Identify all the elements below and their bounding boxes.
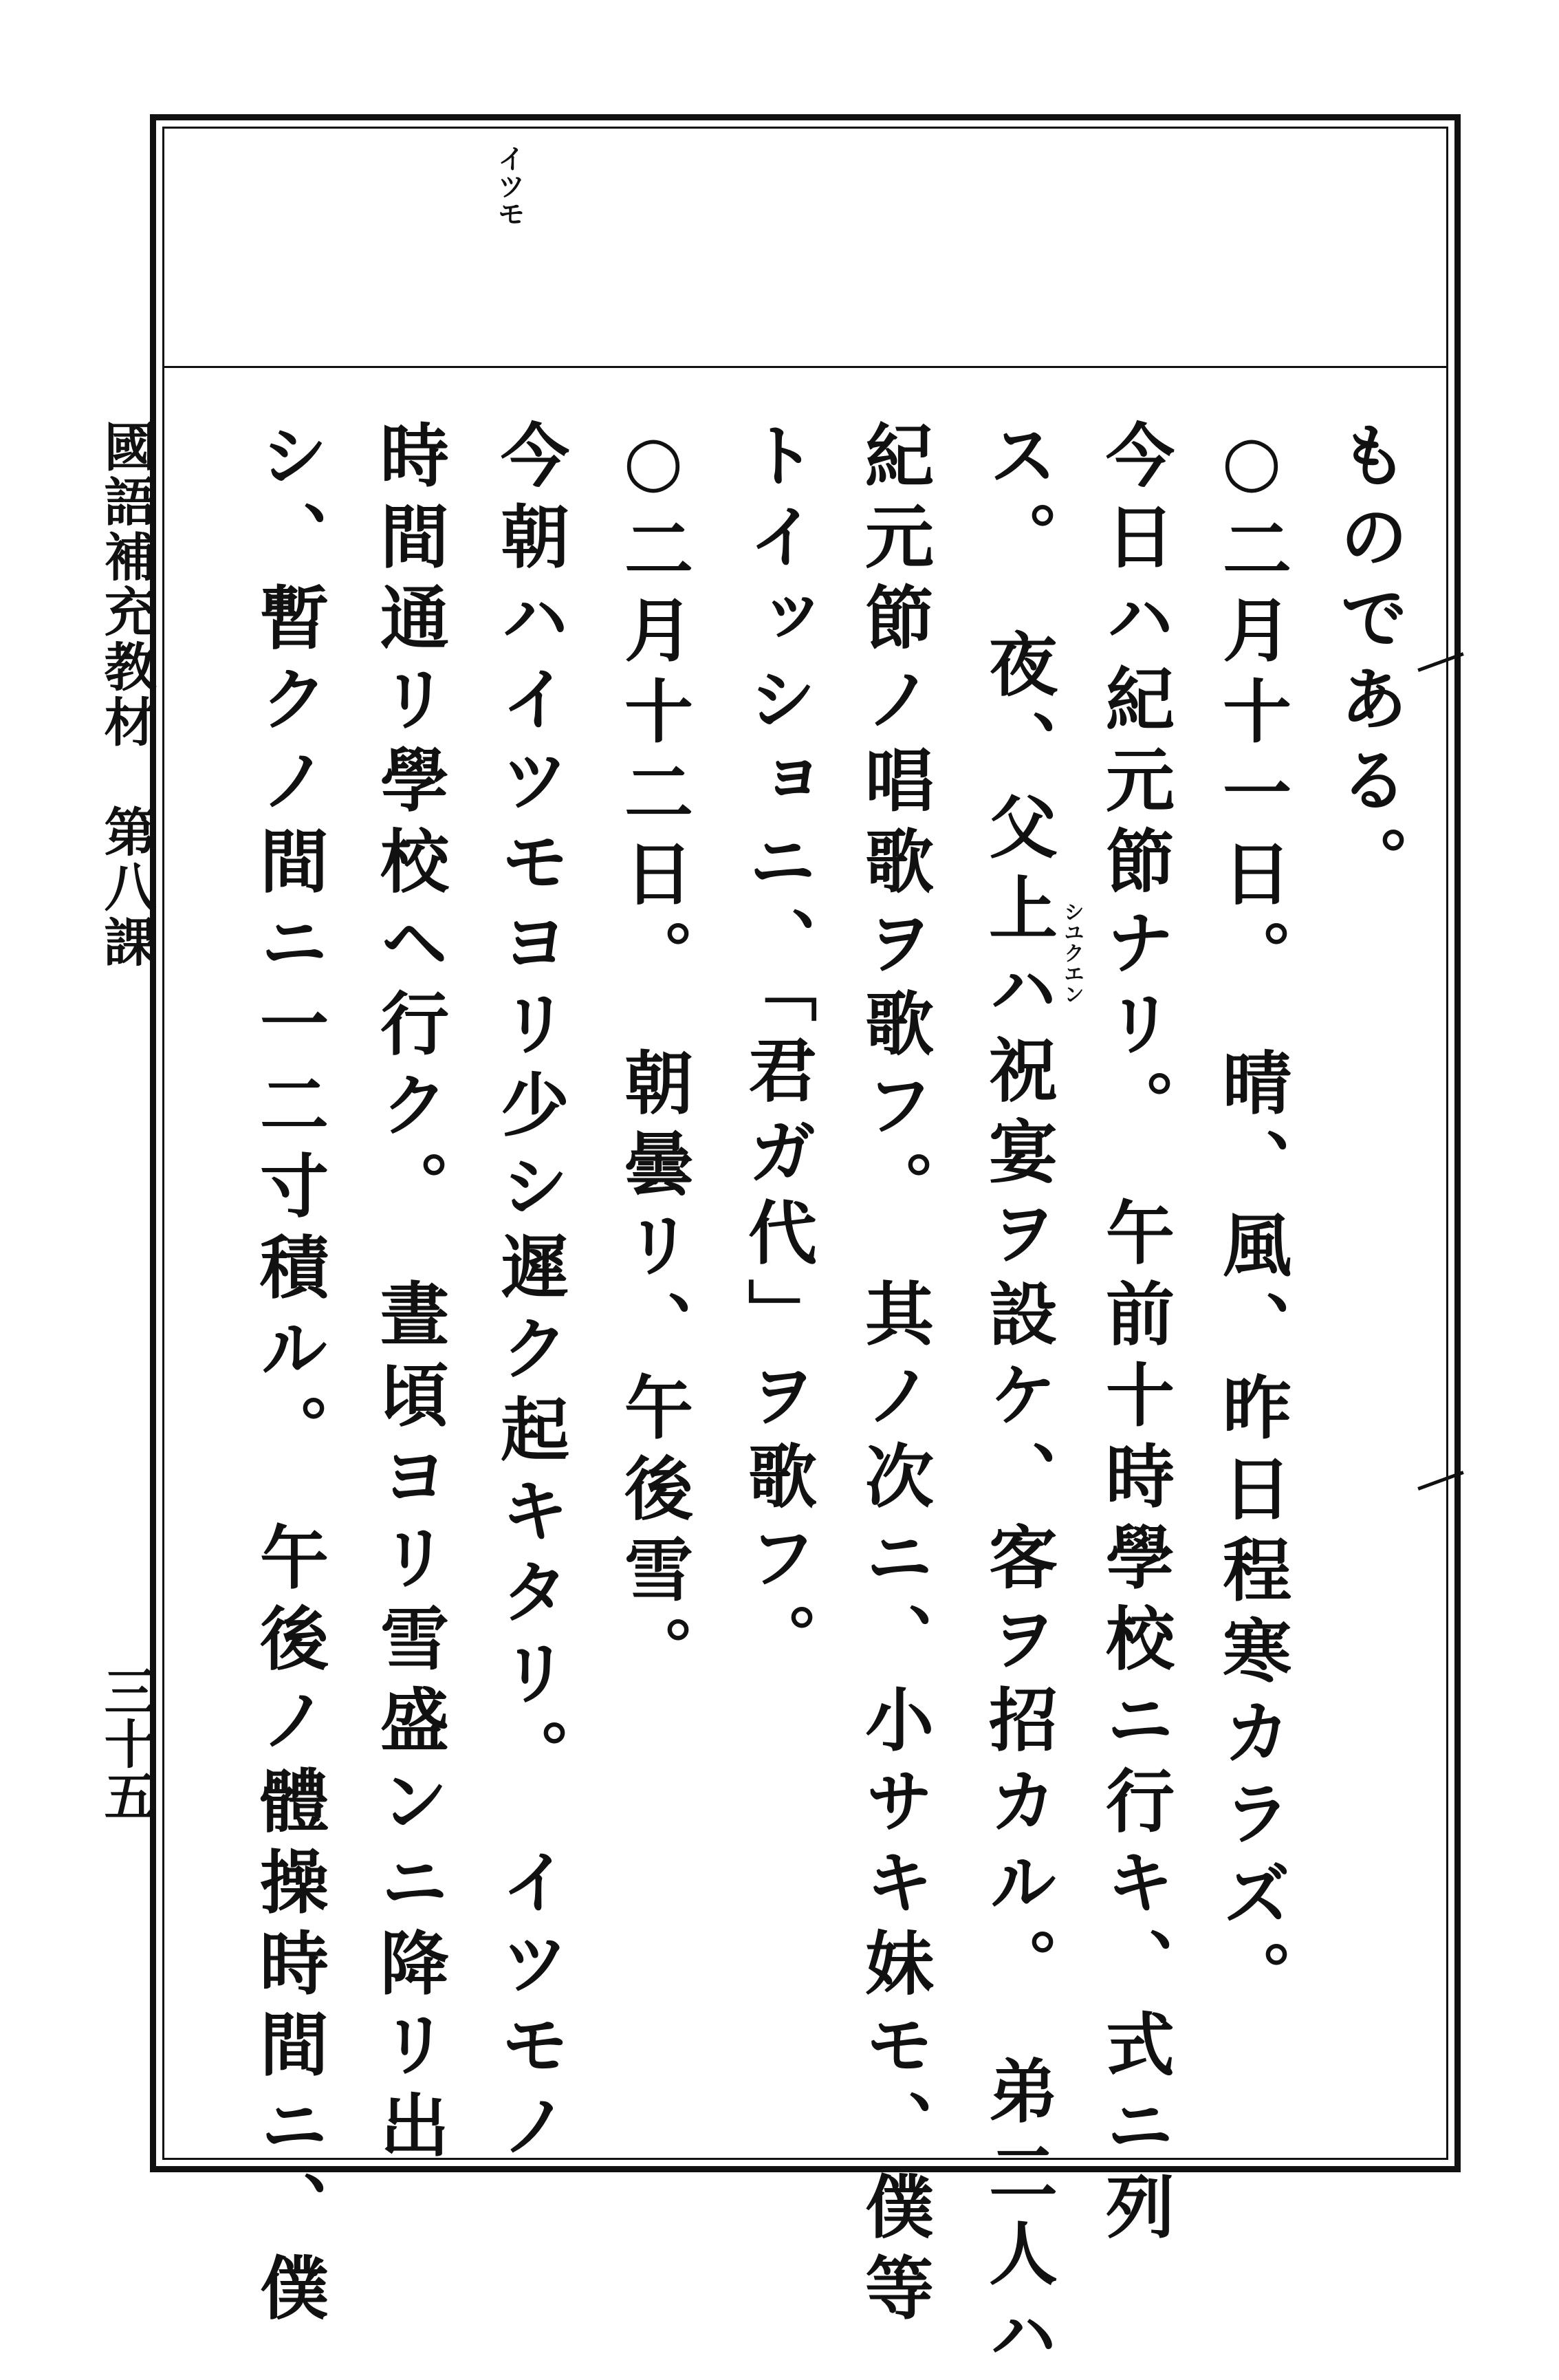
text-line: ス。 夜、父上ハ祝宴ヲ設ケ、客ヲ招カル。 弟二人ハ	[977, 420, 1058, 2380]
page-number: 三十五	[96, 1665, 157, 1821]
text-line: ○二月十二日。 朝曇リ、午後雪。	[613, 420, 694, 1696]
text-line: 紀元節ノ唱歌ヲ歌フ。 其ノ次ニ、小サキ妹モ、僕等	[853, 420, 935, 2333]
text-line: 今朝ハイツモヨリ少シ遲ク起キタリ。 イツモノ	[489, 420, 570, 2171]
text-line: 時間通リ學校ヘ行ク。 晝頃ヨリ雪盛ンニ降リ出	[369, 420, 450, 2171]
text-line: シ、暫クノ間ニ一二寸積ル。 午後ノ體操時間ニ、僕	[248, 420, 329, 2333]
header-rule	[164, 366, 1446, 368]
text-line: 今日ハ紀元節ナリ。 午前十時學校ニ行キ、式ニ列	[1094, 420, 1175, 2252]
text-line: ○二月十一日。 晴、風、昨日程寒カラズ。	[1211, 420, 1292, 2021]
text-line: ものである。	[1328, 420, 1409, 907]
side-title: 國語補充教材 第八課	[96, 420, 157, 970]
text-line: トイッショニ、「君ガ代」ヲ歌フ。	[737, 420, 818, 1684]
furigana-ruby: シユクエン	[1060, 901, 1084, 1004]
header-annotation: イツモ	[493, 144, 525, 227]
